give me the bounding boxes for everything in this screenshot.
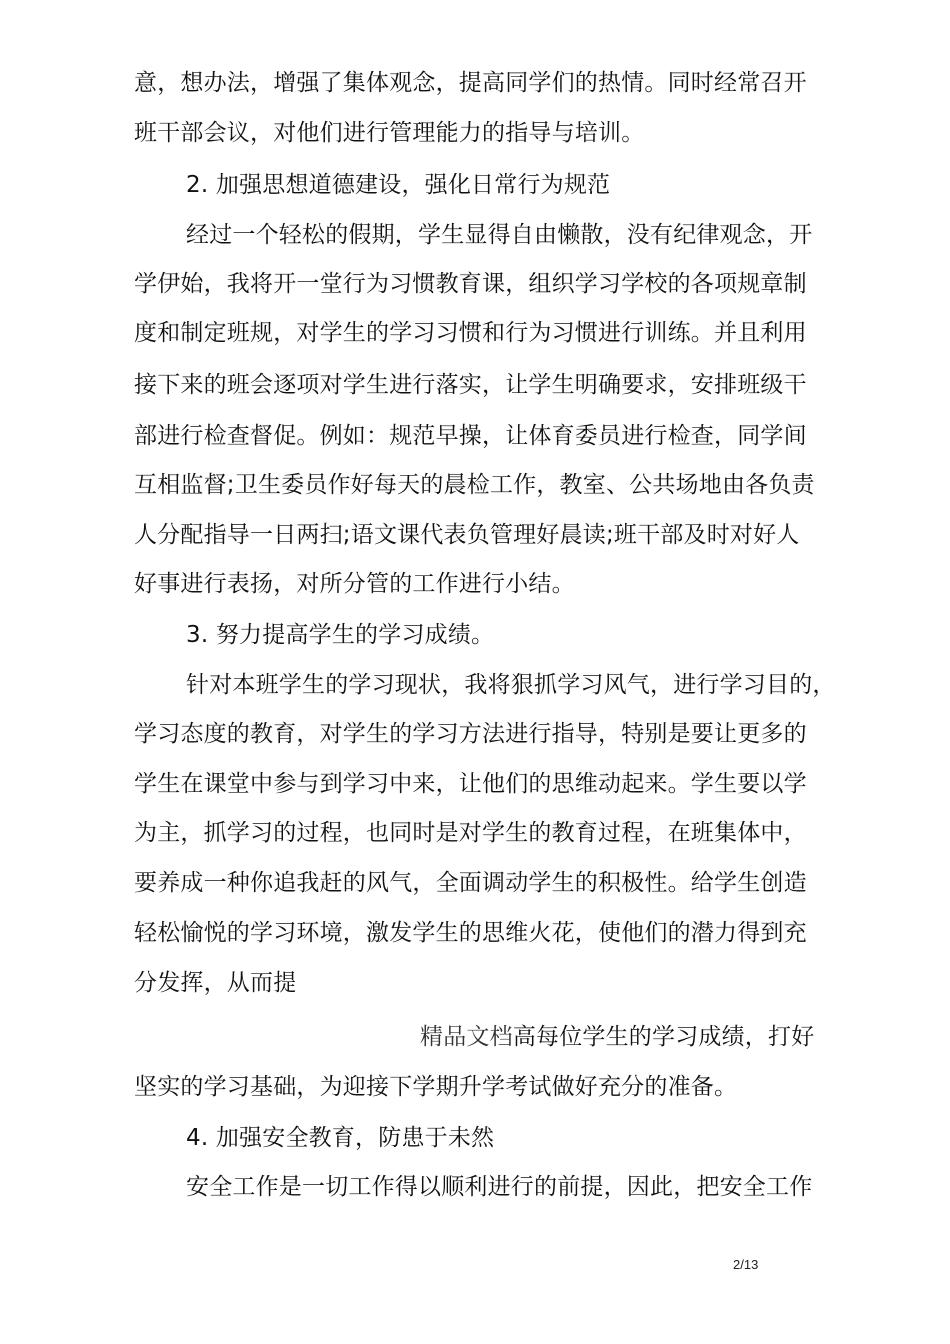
paragraph-line: 经过一个轻松的假期，学生显得自由懒散，没有纪律观念，开 — [186, 222, 813, 248]
watermark-line — [420, 1022, 814, 1052]
paragraph-line: 坚实的学习基础，为迎接下学期升学考试做好充分的准备。 — [134, 1074, 738, 1100]
paragraph-line: 分发挥，从而提 — [134, 970, 297, 996]
paragraph-line-fragment: 高每位学生的学习成绩，打好 — [512, 1024, 815, 1050]
paragraph-line: 好事进行表扬，对所分管的工作进行小结。 — [134, 571, 575, 597]
paragraph-line: 班干部会议，对他们进行管理能力的指导与培训。 — [134, 120, 645, 146]
watermark-text: 精品文档 — [420, 1024, 513, 1050]
paragraph-line: 互相监督;卫生委员作好每天的晨检工作，教室、公共场地由各负责 — [134, 472, 815, 498]
paragraph-line: 接下来的班会逐项对学生进行落实，让学生明确要求，安排班级干 — [134, 372, 807, 398]
paragraph-line: 为主，抓学习的过程，也同时是对学生的教育过程，在班集体中， — [134, 820, 807, 846]
section-heading: 2. 加强思想道德建设，强化日常行为规范 — [186, 172, 611, 198]
paragraph-line: 度和制定班规，对学生的学习习惯和行为习惯进行训练。并且利用 — [134, 320, 807, 346]
paragraph-line: 要养成一种你追我赶的风气，全面调动学生的积极性。给学生创造 — [134, 870, 807, 896]
paragraph-line: 学生在课堂中参与到学习中来，让他们的思维动起来。学生要以学 — [134, 771, 807, 797]
section-heading: 4. 加强安全教育，防患于未然 — [186, 1125, 495, 1151]
paragraph-line: 意，想办法，增强了集体观念，提高同学们的热情。同时经常召开 — [134, 70, 807, 96]
paragraph-line: 学伊始，我将开一堂行为习惯教育课，组织学习学校的各项规章制 — [134, 271, 807, 297]
paragraph-line: 针对本班学生的学习现状，我将狠抓学习风气，进行学习目的， — [186, 672, 836, 698]
paragraph-line: 人分配指导一日两扫;语文课代表负管理好晨读;班干部及时对好人 — [134, 522, 800, 548]
paragraph-line: 部进行检查督促。例如：规范早操，让体育委员进行检查，同学间 — [134, 423, 807, 449]
paragraph-line: 学习态度的教育，对学生的学习方法进行指导，特别是要让更多的 — [134, 721, 807, 747]
page-number: 2/13 — [733, 1257, 759, 1272]
section-heading: 3. 努力提高学生的学习成绩。 — [186, 622, 495, 648]
paragraph-line: 轻松愉悦的学习环境，激发学生的思维火花，使他们的潜力得到充 — [134, 920, 807, 946]
paragraph-line: 安全工作是一切工作得以顺利进行的前提，因此，把安全工作 — [186, 1174, 813, 1200]
